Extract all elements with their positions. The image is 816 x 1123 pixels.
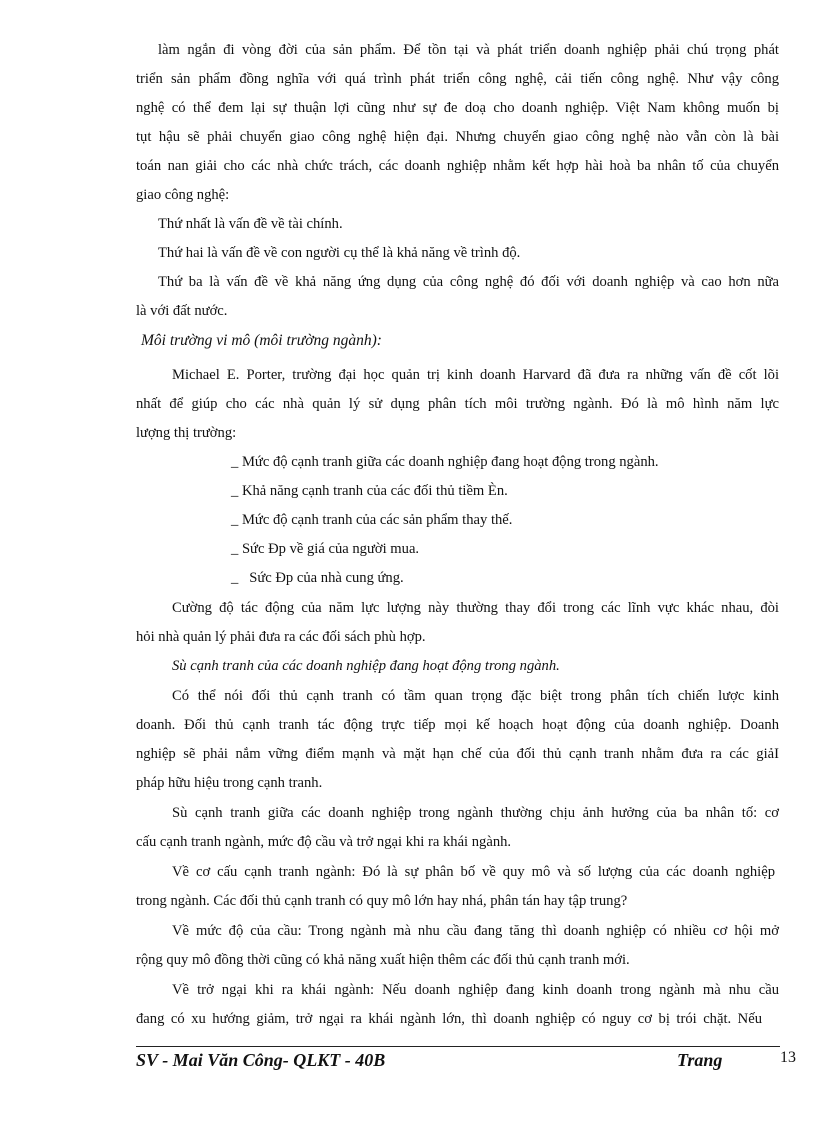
paragraph-line: toán nan giải cho các nhà chức trách, các doanh nghiệp nhằm kết hợp hài hoà ba nhân tố của chuyển (136, 158, 779, 174)
section-heading: Môi trường vi mô (môi trường ngành): (141, 332, 382, 349)
paragraph-line: là với đất nước. (136, 303, 228, 319)
list-item: _ Khả năng cạnh tranh của các đối thủ tiềm Èn. (231, 483, 508, 499)
paragraph-line: Cường độ tác động của năm lực lượng này thường thay đổi trong các lĩnh vực khác nhau, đòi (172, 600, 779, 616)
paragraph-line: Michael E. Porter, trường đại học quản trị kinh doanh Harvard đã đưa ra những vấn đề cốt lõi (172, 367, 779, 383)
paragraph-line: nhất để giúp cho các nhà quản lý sử dụng phân tích môi trường ngành. Đó là mô hình năm lực (136, 396, 779, 412)
paragraph-line: lượng thị trường: (136, 425, 237, 441)
paragraph-line: doanh. Đối thủ cạnh tranh tác động trực tiếp mọi kế hoạch hoạt động của doanh nghiệp. Doanh (136, 717, 779, 733)
paragraph-line: Có thể nói đối thủ cạnh tranh có tầm quan trọng đặc biệt trong phân tích chiến lược kinh (172, 688, 779, 704)
paragraph-line: triển sản phẩm đồng nghĩa với quá trình phát triển công nghệ, cải tiến công nghệ. Như vậy công (136, 71, 779, 87)
paragraph-line: tụt hậu sẽ phải chuyển giao công nghệ hiện đại. Nhưng chuyển giao công nghệ nào vẫn còn là bài (136, 129, 779, 145)
paragraph-line: nghiệp sẽ phải nắm vững điểm mạnh và mặt hạn chế của đối thủ cạnh tranh nhằm đưa ra các giảI (136, 746, 779, 762)
subsection-heading: Sù cạnh tranh của các doanh nghiệp đang hoạt động trong ngành. (172, 658, 560, 674)
paragraph-line: trong ngành. Các đối thủ cạnh tranh có quy mô lớn hay nhá, phân tán hay tập trung? (136, 893, 628, 909)
paragraph-line: Về trở ngại khi ra khái ngành: Nếu doanh nghiệp đang kinh doanh trong ngành mà nhu cầu (172, 982, 779, 998)
paragraph-line: pháp hữu hiệu trong cạnh tranh. (136, 775, 323, 791)
paragraph-line: Thứ hai là vấn đề về con người cụ thể là khả năng về trình độ. (158, 245, 521, 261)
footer-author: SV - Mai Văn Công- QLKT - 40B (136, 1050, 386, 1070)
list-item: _ Mức độ cạnh tranh giữa các doanh nghiệp đang hoạt động trong ngành. (231, 454, 659, 470)
list-item: _ Mức độ cạnh tranh của các sản phẩm thay thế. (231, 512, 513, 528)
footer-page-label: Trang (677, 1050, 723, 1070)
paragraph-line: làm ngắn đi vòng đời của sản phẩm. Để tồn tại và phát triển doanh nghiệp phải chú trọng phát (158, 42, 779, 58)
paragraph-line: Thứ nhất là vấn đề về tài chính. (158, 216, 343, 232)
paragraph-line: cấu cạnh tranh ngành, mức độ cầu và trở ngại khi ra khái ngành. (136, 834, 512, 850)
paragraph-line: rộng quy mô đồng thời cũng có khả năng xuất hiện thêm các đối thủ cạnh tranh mới. (136, 952, 630, 968)
list-item: _ Sức Ðp của nhà cung ứng. (231, 570, 404, 586)
paragraph-line: đang có xu hướng giảm, trở ngại ra khái ngành lớn, thì doanh nghiệp có nguy cơ bị trói chặt. Nếu (136, 1011, 762, 1027)
paragraph-line: giao công nghệ: (136, 187, 230, 203)
paragraph-line: Thứ ba là vấn đề về khả năng ứng dụng của công nghệ đó đối với doanh nghiệp và cao hơn nữa (158, 274, 779, 290)
paragraph-line: hỏi nhà quản lý phải đưa ra các đối sách phù hợp. (136, 629, 426, 645)
paragraph-line: Về mức độ của cầu: Trong ngành mà nhu cầu đang tăng thì doanh nghiệp có nhiều cơ hội mở (172, 923, 779, 939)
page-number: 13 (780, 1049, 796, 1066)
footer-divider (136, 1046, 780, 1047)
paragraph-line: Sù cạnh tranh giữa các doanh nghiệp trong ngành thường chịu ảnh hưởng của ba nhân tố: cơ (172, 805, 779, 821)
list-item: _ Sức Ðp về giá của người mua. (231, 541, 420, 557)
paragraph-line: Về cơ cấu cạnh tranh ngành: Đó là sự phân bố về quy mô và số lượng của các doanh nghiệp (172, 864, 775, 880)
paragraph-line: nghệ có thể đem lại sự thuận lợi cũng như sự đe doạ cho doanh nghiệp. Việt Nam không muốn bị (136, 100, 779, 116)
